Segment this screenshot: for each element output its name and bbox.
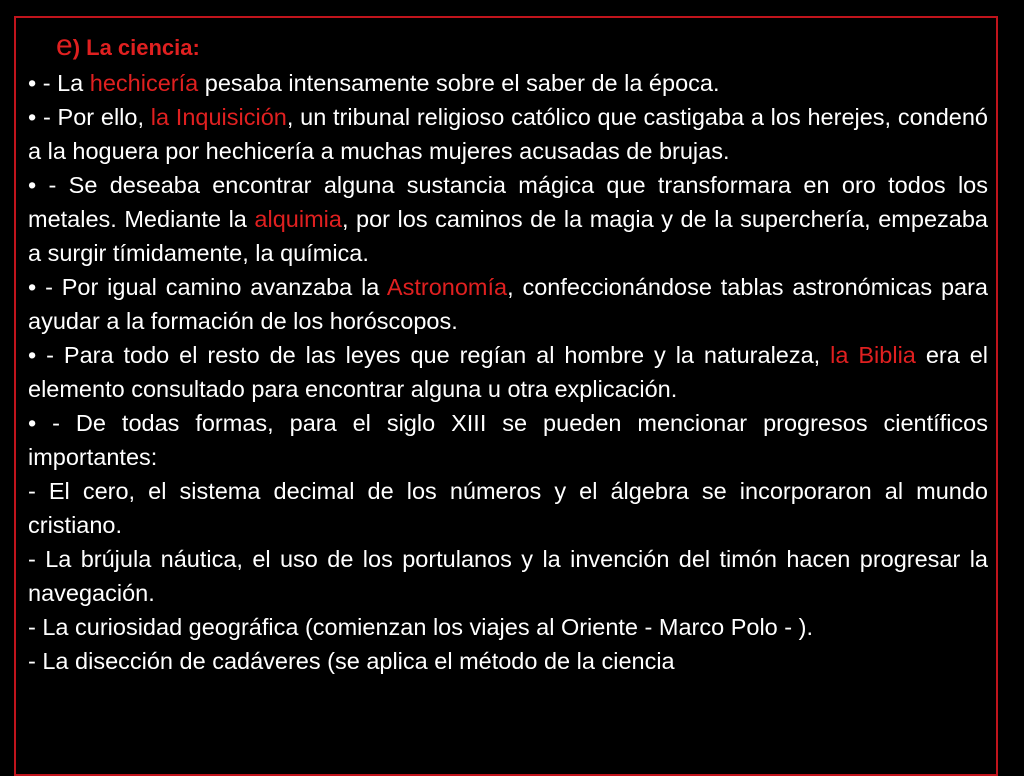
highlight-term: Astronomía	[386, 274, 508, 300]
highlight-term: hechicería	[89, 70, 199, 96]
text: - La curiosidad geográfica (comienzan los viajes al Oriente - Marco Polo - ).	[28, 614, 813, 640]
paragraph-cero	[28, 474, 988, 542]
paragraph-progresos	[28, 406, 988, 474]
slide-title	[28, 28, 988, 66]
text: • - De todas formas, para el siglo XIII se pueden mencionar progresos científicos importantes:	[28, 410, 988, 470]
text: • - Por igual camino avanzaba la	[28, 274, 387, 300]
highlight-term: alquimia	[254, 206, 342, 232]
paragraph-inquisicion	[28, 100, 988, 168]
text: era el elemento consultado para encontrar alguna u otra explicación.	[28, 342, 989, 402]
text: pesaba intensamente sobre el saber de la época.	[198, 70, 720, 96]
paragraph-geografia	[28, 610, 988, 644]
highlight-term: la Biblia	[830, 342, 916, 368]
text: - La brújula náutica, el uso de los portulanos y la invención del timón hacen progresar la navegación.	[28, 546, 988, 606]
text: • - Se deseaba encontrar alguna sustancia mágica que transformara en oro todos los metales. Mediante la	[28, 172, 988, 232]
paragraph-biblia	[28, 338, 988, 406]
text: , un tribunal religioso católico que castigaba a los herejes, condenó a la hoguera por hechicería a muchas mujeres acusadas de brujas.	[28, 104, 989, 164]
slide-content	[28, 28, 988, 678]
paragraph-brujula	[28, 542, 988, 610]
title-text: ) La ciencia:	[72, 35, 200, 60]
paragraph-diseccion	[28, 644, 988, 678]
paragraph-alquimia	[28, 168, 988, 270]
text: • - Por ello,	[28, 104, 151, 130]
text: - El cero, el sistema decimal de los números y el álgebra se incorporaron al mundo cristiano.	[28, 478, 988, 538]
text: • - Para todo el resto de las leyes que regían al hombre y la naturaleza,	[28, 342, 831, 368]
highlight-term: la Inquisición	[150, 104, 287, 130]
paragraph-astronomia	[28, 270, 988, 338]
text: - La disección de cadáveres (se aplica el método de la ciencia	[28, 648, 675, 674]
paragraph-hechiceria	[28, 66, 988, 100]
text: , confeccionándose tablas astronómicas para ayudar a la formación de los horóscopos.	[28, 274, 988, 334]
title-letter: e	[56, 29, 73, 62]
text: , por los caminos de la magia y de la superchería, empezaba a surgir tímidamente, la química.	[28, 206, 988, 266]
text: • - La	[28, 70, 90, 96]
